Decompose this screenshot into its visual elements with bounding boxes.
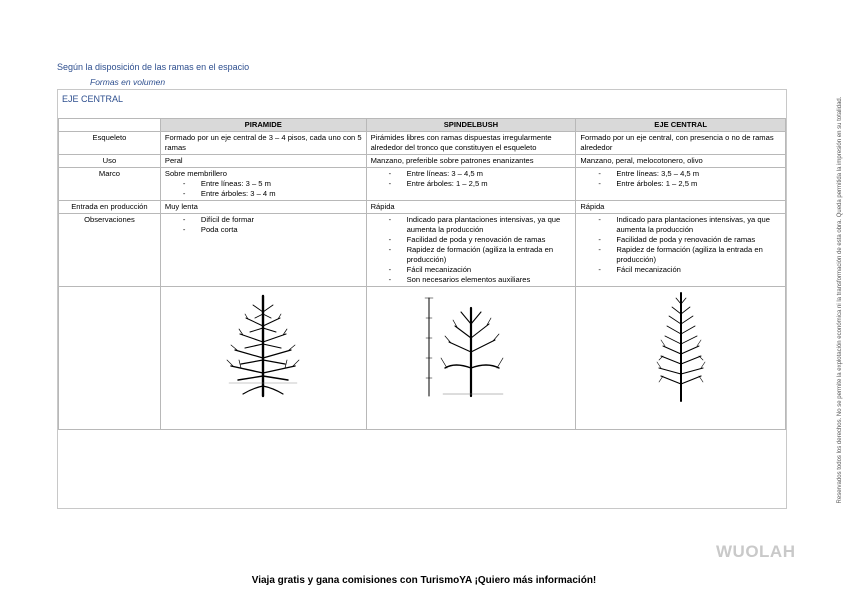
section-subheading: Formas en volumen <box>90 77 166 87</box>
cell-entrada-piramide: Muy lenta <box>160 201 366 214</box>
table-row-entrada <box>59 201 786 214</box>
list-item: - Rapidez de formación (agiliza la entrada en producción) <box>580 245 781 265</box>
table-container <box>57 89 787 509</box>
list-item: - Entre árboles: 1 – 2,5 m <box>371 179 572 189</box>
column-header-eje-central: EJE CENTRAL <box>576 119 786 132</box>
promo-banner[interactable] <box>0 575 848 586</box>
cell-observaciones-piramide <box>160 214 366 287</box>
illustration-cell-eje-central <box>576 287 786 430</box>
list-item: - Indicado para plantaciones intensivas, ya que aumenta la producción <box>371 215 572 235</box>
list-item: - Rapidez de formación (agiliza la entrada en producción) <box>371 245 572 265</box>
cell-esqueleto-eje-central: Formado por un eje central, con presencia o no de ramas alrededor <box>576 132 786 155</box>
cell-entrada-eje-central: Rápida <box>576 201 786 214</box>
list-item: - Son necesarios elementos auxiliares <box>371 275 572 285</box>
marco-piramide-intro: Sobre membrillero <box>164 169 227 178</box>
cell-uso-eje-central: Manzano, peral, melocotonero, olivo <box>576 155 786 168</box>
row-label-uso: Uso <box>59 155 161 168</box>
table-row-observaciones <box>59 214 786 287</box>
list-item: - Fácil mecanización <box>580 265 781 275</box>
cell-observaciones-spindelbush <box>366 214 576 287</box>
list-item: - Facilidad de poda y renovación de ramas <box>580 235 781 245</box>
list-item: - Poda corta <box>165 225 362 235</box>
list-item: - Indicado para plantaciones intensivas, ya que aumenta la producción <box>580 215 781 235</box>
table-row-illustrations <box>59 287 786 430</box>
cell-entrada-spindelbush: Rápida <box>366 201 576 214</box>
wuolah-logo: WUOLAH <box>716 542 796 561</box>
cell-esqueleto-piramide: Formado por un eje central de 3 – 4 pisos, cada uno con 5 ramas <box>160 132 366 155</box>
table-row-marco <box>59 168 786 201</box>
illustration-blank-cell <box>59 287 161 430</box>
list-item: - Difícil de formar <box>165 215 362 225</box>
comparison-table <box>58 118 786 430</box>
copyright-side-text <box>836 30 844 570</box>
table-header-row <box>59 119 786 132</box>
pyramid-tree-illustration <box>213 288 313 398</box>
box-title: EJE CENTRAL <box>62 94 124 104</box>
list-item: - Entre líneas: 3 – 5 m <box>165 179 362 189</box>
illustration-cell-spindelbush <box>366 287 576 430</box>
header-blank-cell <box>59 119 161 132</box>
illustration-cell-piramide <box>160 287 366 430</box>
central-axis-tree-illustration <box>641 288 721 403</box>
row-label-marco: Marco <box>59 168 161 201</box>
row-label-entrada: Entrada en producción <box>59 201 161 214</box>
cell-uso-spindelbush: Manzano, preferible sobre patrones enanizantes <box>366 155 576 168</box>
section-heading: Según la disposición de las ramas en el espacio <box>57 62 250 72</box>
list-item: - Entre árboles: 1 – 2,5 m <box>580 179 781 189</box>
copyright-text: Reservados todos los derechos. No se permite la explotación económica ni la transformación de esta obra. Queda permitida la impresión en su totalidad. <box>837 96 843 504</box>
cell-esqueleto-spindelbush: Pirámides libres con ramas dispuestas irregularmente alrededor del tronco que constituyen el esqueleto <box>366 132 576 155</box>
column-header-spindelbush: SPINDELBUSH <box>366 119 576 132</box>
cell-observaciones-eje-central <box>576 214 786 287</box>
spindelbush-tree-illustration <box>411 288 531 398</box>
list-item: - Facilidad de poda y renovación de ramas <box>371 235 572 245</box>
list-item: - Entre líneas: 3,5 – 4,5 m <box>580 169 781 179</box>
row-label-esqueleto: Esqueleto <box>59 132 161 155</box>
column-header-piramide: PIRAMIDE <box>160 119 366 132</box>
cell-uso-piramide: Peral <box>160 155 366 168</box>
promo-link[interactable]: Viaja gratis y gana comisiones con TurismoYA ¡Quiero más información! <box>251 575 597 586</box>
table-row-uso <box>59 155 786 168</box>
cell-marco-eje-central <box>576 168 786 201</box>
table-row-esqueleto <box>59 132 786 155</box>
row-label-observaciones: Observaciones <box>59 214 161 287</box>
list-item: - Entre árboles: 3 – 4 m <box>165 189 362 199</box>
cell-marco-piramide <box>160 168 366 201</box>
list-item: - Entre líneas: 3 – 4,5 m <box>371 169 572 179</box>
cell-marco-spindelbush <box>366 168 576 201</box>
list-item: - Fácil mecanización <box>371 265 572 275</box>
